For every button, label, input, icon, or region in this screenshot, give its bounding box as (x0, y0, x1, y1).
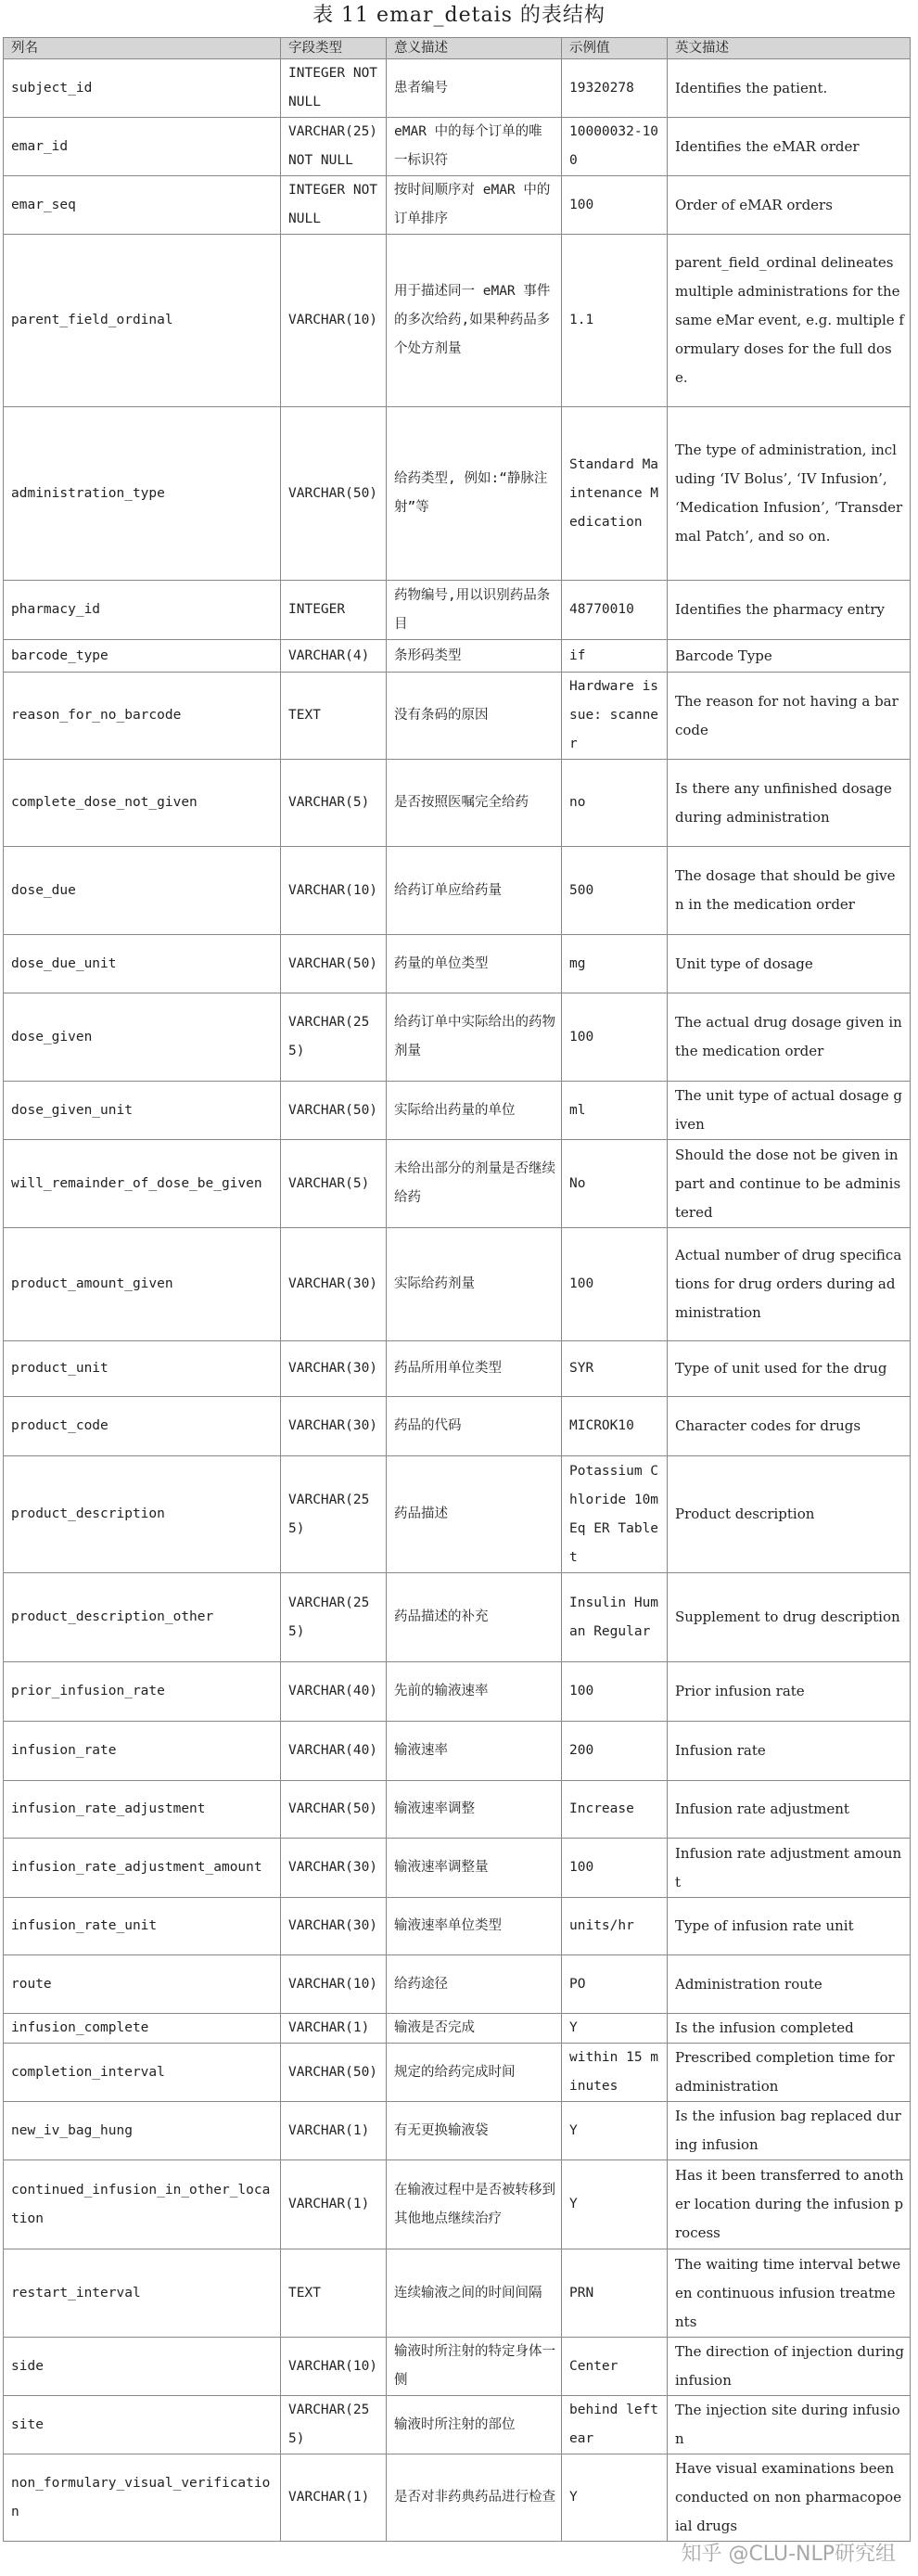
description-cn-cell: 有无更换输液袋 (387, 2102, 562, 2160)
column-name-cell: infusion_rate_adjustment_amount (4, 1839, 281, 1898)
description-en-cell: Supplement to drug description (668, 1573, 911, 1662)
description-en-cell: parent_field_ordinal delineates multiple administrations for the same eMar event, e.g. multiple formulary doses for the full dose. (668, 235, 911, 407)
description-cn-cell: 给药类型, 例如:“静脉注射”等 (387, 407, 562, 581)
description-en-cell: Type of unit used for the drug (668, 1341, 911, 1397)
field-type-cell: VARCHAR(5) (281, 1140, 387, 1228)
example-value-cell: Hardware issue: scanner (562, 673, 668, 760)
table-row (4, 1082, 911, 1140)
field-type-cell: VARCHAR(255) (281, 2396, 387, 2454)
column-name-cell: dose_given_unit (4, 1082, 281, 1140)
column-name-cell: barcode_type (4, 640, 281, 673)
description-en-cell: Prior infusion rate (668, 1662, 911, 1722)
example-value-cell: units/hr (562, 1898, 668, 1955)
field-type-cell: VARCHAR(4) (281, 640, 387, 673)
description-cn-cell: 输液时所注射的部位 (387, 2396, 562, 2454)
example-value-cell: 200 (562, 1722, 668, 1781)
description-en-cell: The actual drug dosage given in the medication order (668, 993, 911, 1082)
column-name-cell: infusion_rate_unit (4, 1898, 281, 1955)
field-type-cell: VARCHAR(5) (281, 760, 387, 847)
table-row (4, 640, 911, 673)
column-name-cell: completion_interval (4, 2044, 281, 2102)
table-row (4, 760, 911, 847)
example-value-cell: within 15 minutes (562, 2044, 668, 2102)
description-en-cell: Is the infusion bag replaced during infusion (668, 2102, 911, 2160)
table-row (4, 1662, 911, 1722)
description-cn-cell: 药品描述 (387, 1456, 562, 1573)
field-type-cell: VARCHAR(50) (281, 2044, 387, 2102)
example-value-cell: No (562, 1140, 668, 1228)
example-value-cell: Center (562, 2338, 668, 2396)
table-row (4, 1955, 911, 2014)
column-name-cell: restart_interval (4, 2249, 281, 2338)
example-value-cell: 19320278 (562, 59, 668, 118)
field-type-cell: VARCHAR(30) (281, 1341, 387, 1397)
field-type-cell: VARCHAR(1) (281, 2160, 387, 2249)
column-name-cell: complete_dose_not_given (4, 760, 281, 847)
description-en-cell: Infusion rate (668, 1722, 911, 1781)
description-en-cell: Is the infusion completed (668, 2014, 911, 2044)
description-cn-cell: 是否对非药典药品进行检查 (387, 2454, 562, 2542)
example-value-cell: mg (562, 935, 668, 993)
table-row (4, 1573, 911, 1662)
table-row (4, 59, 911, 118)
description-cn-cell: 给药订单应给药量 (387, 847, 562, 935)
watermark: 知乎 @CLU-NLP研究组 (681, 2543, 896, 2566)
field-type-cell: VARCHAR(30) (281, 1839, 387, 1898)
description-en-cell: Infusion rate adjustment (668, 1781, 911, 1839)
table-row (4, 673, 911, 760)
description-cn-cell: 输液速率调整 (387, 1781, 562, 1839)
description-cn-cell: 输液速率调整量 (387, 1839, 562, 1898)
table-row (4, 935, 911, 993)
description-en-cell: Barcode Type (668, 640, 911, 673)
table-row (4, 1722, 911, 1781)
example-value-cell: Y (562, 2454, 668, 2542)
field-type-cell: VARCHAR(50) (281, 1082, 387, 1140)
header-description-cn: 意义描述 (387, 38, 562, 59)
description-en-cell: Identifies the pharmacy entry (668, 581, 911, 640)
example-value-cell: 100 (562, 993, 668, 1082)
column-name-cell: non_formulary_visual_verification (4, 2454, 281, 2542)
description-cn-cell: 给药途径 (387, 1955, 562, 2014)
table-row (4, 2249, 911, 2338)
table-row (4, 2160, 911, 2249)
description-cn-cell: 条形码类型 (387, 640, 562, 673)
column-name-cell: dose_due_unit (4, 935, 281, 993)
column-name-cell: prior_infusion_rate (4, 1662, 281, 1722)
description-en-cell: Should the dose not be given in part and continue to be administered (668, 1140, 911, 1228)
description-cn-cell: 没有条码的原因 (387, 673, 562, 760)
description-cn-cell: 患者编号 (387, 59, 562, 118)
description-cn-cell: 未给出部分的剂量是否继续给药 (387, 1140, 562, 1228)
column-name-cell: emar_id (4, 118, 281, 176)
column-name-cell: product_amount_given (4, 1228, 281, 1341)
table-row (4, 1781, 911, 1839)
description-en-cell: The type of administration, including ‘IV Bolus’, ‘IV Infusion’, ‘Medication Infusion’, ‘Transdermal Patch’, and so on. (668, 407, 911, 581)
column-name-cell: new_iv_bag_hung (4, 2102, 281, 2160)
example-value-cell: Y (562, 2014, 668, 2044)
field-type-cell: VARCHAR(10) (281, 235, 387, 407)
schema-table (3, 37, 911, 2542)
column-name-cell: continued_infusion_in_other_location (4, 2160, 281, 2249)
column-name-cell: site (4, 2396, 281, 2454)
example-value-cell: 1.1 (562, 235, 668, 407)
example-value-cell: Standard Maintenance Medication (562, 407, 668, 581)
table-row (4, 1898, 911, 1955)
column-name-cell: reason_for_no_barcode (4, 673, 281, 760)
description-en-cell: The reason for not having a barcode (668, 673, 911, 760)
field-type-cell: TEXT (281, 2249, 387, 2338)
description-en-cell: The injection site during infusion (668, 2396, 911, 2454)
description-cn-cell: 药品描述的补充 (387, 1573, 562, 1662)
table-row (4, 235, 911, 407)
example-value-cell: Y (562, 2160, 668, 2249)
field-type-cell: VARCHAR(10) (281, 2338, 387, 2396)
field-type-cell: VARCHAR(1) (281, 2454, 387, 2542)
column-name-cell: route (4, 1955, 281, 2014)
description-en-cell: The waiting time interval between continuous infusion treatments (668, 2249, 911, 2338)
table-header (4, 38, 911, 59)
column-name-cell: subject_id (4, 59, 281, 118)
description-en-cell: Identifies the patient. (668, 59, 911, 118)
description-en-cell: Product description (668, 1456, 911, 1573)
example-value-cell: 10000032-100 (562, 118, 668, 176)
description-cn-cell: 输液速率单位类型 (387, 1898, 562, 1955)
description-cn-cell: 药品的代码 (387, 1397, 562, 1456)
example-value-cell: PO (562, 1955, 668, 2014)
header-example-value: 示例值 (562, 38, 668, 59)
table-row (4, 847, 911, 935)
table-caption: 表 11 emar_detais 的表结构 (312, 4, 606, 27)
description-en-cell: Is there any unfinished dosage during administration (668, 760, 911, 847)
description-cn-cell: 药品所用单位类型 (387, 1341, 562, 1397)
field-type-cell: VARCHAR(255) (281, 993, 387, 1082)
description-en-cell: Has it been transferred to another location during the infusion process (668, 2160, 911, 2249)
field-type-cell: VARCHAR(30) (281, 1397, 387, 1456)
header-column-name: 列名 (4, 38, 281, 59)
field-type-cell: VARCHAR(40) (281, 1722, 387, 1781)
description-en-cell: The unit type of actual dosage given (668, 1082, 911, 1140)
description-en-cell: Character codes for drugs (668, 1397, 911, 1456)
example-value-cell: Y (562, 2102, 668, 2160)
example-value-cell: 100 (562, 1662, 668, 1722)
header-field-type: 字段类型 (281, 38, 387, 59)
description-cn-cell: eMAR 中的每个订单的唯一标识符 (387, 118, 562, 176)
description-cn-cell: 药量的单位类型 (387, 935, 562, 993)
example-value-cell: ml (562, 1082, 668, 1140)
description-cn-cell: 先前的输液速率 (387, 1662, 562, 1722)
example-value-cell: no (562, 760, 668, 847)
description-cn-cell: 是否按照医嘱完全给药 (387, 760, 562, 847)
description-cn-cell: 按时间顺序对 eMAR 中的订单排序 (387, 176, 562, 235)
table-row (4, 1397, 911, 1456)
description-cn-cell: 输液时所注射的特定身体一侧 (387, 2338, 562, 2396)
description-en-cell: The dosage that should be given in the medication order (668, 847, 911, 935)
description-cn-cell: 输液速率 (387, 1722, 562, 1781)
field-type-cell: VARCHAR(50) (281, 935, 387, 993)
description-cn-cell: 实际给出药量的单位 (387, 1082, 562, 1140)
table-row (4, 1140, 911, 1228)
description-cn-cell: 输液是否完成 (387, 2014, 562, 2044)
description-cn-cell: 用于描述同一 eMAR 事件的多次给药,如果种药品多个处方剂量 (387, 235, 562, 407)
field-type-cell: VARCHAR(50) (281, 407, 387, 581)
table-row (4, 1456, 911, 1573)
table-row (4, 581, 911, 640)
column-name-cell: pharmacy_id (4, 581, 281, 640)
column-name-cell: will_remainder_of_dose_be_given (4, 1140, 281, 1228)
description-cn-cell: 在输液过程中是否被转移到其他地点继续治疗 (387, 2160, 562, 2249)
field-type-cell: VARCHAR(1) (281, 2014, 387, 2044)
example-value-cell: Potassium Chloride 10mEq ER Tablet (562, 1456, 668, 1573)
description-en-cell: Type of infusion rate unit (668, 1898, 911, 1955)
description-en-cell: Prescribed completion time for administration (668, 2044, 911, 2102)
example-value-cell: 48770010 (562, 581, 668, 640)
column-name-cell: side (4, 2338, 281, 2396)
column-name-cell: product_description (4, 1456, 281, 1573)
header-description-en: 英文描述 (668, 38, 911, 59)
column-name-cell: infusion_rate_adjustment (4, 1781, 281, 1839)
description-en-cell: Identifies the eMAR order (668, 118, 911, 176)
column-name-cell: dose_due (4, 847, 281, 935)
table-row (4, 1341, 911, 1397)
description-en-cell: Administration route (668, 1955, 911, 2014)
column-name-cell: emar_seq (4, 176, 281, 235)
example-value-cell: PRN (562, 2249, 668, 2338)
example-value-cell: behind left ear (562, 2396, 668, 2454)
field-type-cell: VARCHAR(1) (281, 2102, 387, 2160)
column-name-cell: parent_field_ordinal (4, 235, 281, 407)
column-name-cell: dose_given (4, 993, 281, 1082)
example-value-cell: 100 (562, 176, 668, 235)
example-value-cell: SYR (562, 1341, 668, 1397)
field-type-cell: VARCHAR(50) (281, 1781, 387, 1839)
field-type-cell: INTEGER NOT NULL (281, 176, 387, 235)
table-body (4, 59, 911, 2542)
field-type-cell: VARCHAR(40) (281, 1662, 387, 1722)
example-value-cell: MICROK10 (562, 1397, 668, 1456)
column-name-cell: product_unit (4, 1341, 281, 1397)
table-row (4, 2338, 911, 2396)
table-row (4, 2396, 911, 2454)
field-type-cell: VARCHAR(10) (281, 847, 387, 935)
example-value-cell: Increase (562, 1781, 668, 1839)
column-name-cell: infusion_rate (4, 1722, 281, 1781)
example-value-cell: 100 (562, 1839, 668, 1898)
example-value-cell: if (562, 640, 668, 673)
description-en-cell: The direction of injection during infusion (668, 2338, 911, 2396)
table-row (4, 2044, 911, 2102)
example-value-cell: 100 (562, 1228, 668, 1341)
table-row (4, 118, 911, 176)
description-cn-cell: 给药订单中实际给出的药物剂量 (387, 993, 562, 1082)
column-name-cell: product_code (4, 1397, 281, 1456)
field-type-cell: VARCHAR(255) (281, 1573, 387, 1662)
description-cn-cell: 连续输液之间的时间间隔 (387, 2249, 562, 2338)
field-type-cell: TEXT (281, 673, 387, 760)
field-type-cell: VARCHAR(255) (281, 1456, 387, 1573)
description-en-cell: Actual number of drug specifications for drug orders during administration (668, 1228, 911, 1341)
description-cn-cell: 实际给药剂量 (387, 1228, 562, 1341)
table-row (4, 176, 911, 235)
column-name-cell: administration_type (4, 407, 281, 581)
table-row (4, 2014, 911, 2044)
column-name-cell: product_description_other (4, 1573, 281, 1662)
description-en-cell: Have visual examinations been conducted on non pharmacopoeial drugs (668, 2454, 911, 2542)
description-en-cell: Infusion rate adjustment amount (668, 1839, 911, 1898)
description-cn-cell: 药物编号,用以识别药品条目 (387, 581, 562, 640)
field-type-cell: VARCHAR(10) (281, 1955, 387, 2014)
description-en-cell: Unit type of dosage (668, 935, 911, 993)
description-en-cell: Order of eMAR orders (668, 176, 911, 235)
field-type-cell: INTEGER NOT NULL (281, 59, 387, 118)
field-type-cell: INTEGER (281, 581, 387, 640)
table-row (4, 1839, 911, 1898)
field-type-cell: VARCHAR(30) (281, 1228, 387, 1341)
field-type-cell: VARCHAR(30) (281, 1898, 387, 1955)
field-type-cell: VARCHAR(25) NOT NULL (281, 118, 387, 176)
table-row (4, 993, 911, 1082)
table-row (4, 1228, 911, 1341)
example-value-cell: 500 (562, 847, 668, 935)
column-name-cell: infusion_complete (4, 2014, 281, 2044)
example-value-cell: Insulin Human Regular (562, 1573, 668, 1662)
description-cn-cell: 规定的给药完成时间 (387, 2044, 562, 2102)
table-row (4, 2102, 911, 2160)
table-row (4, 2454, 911, 2542)
table-row (4, 407, 911, 581)
